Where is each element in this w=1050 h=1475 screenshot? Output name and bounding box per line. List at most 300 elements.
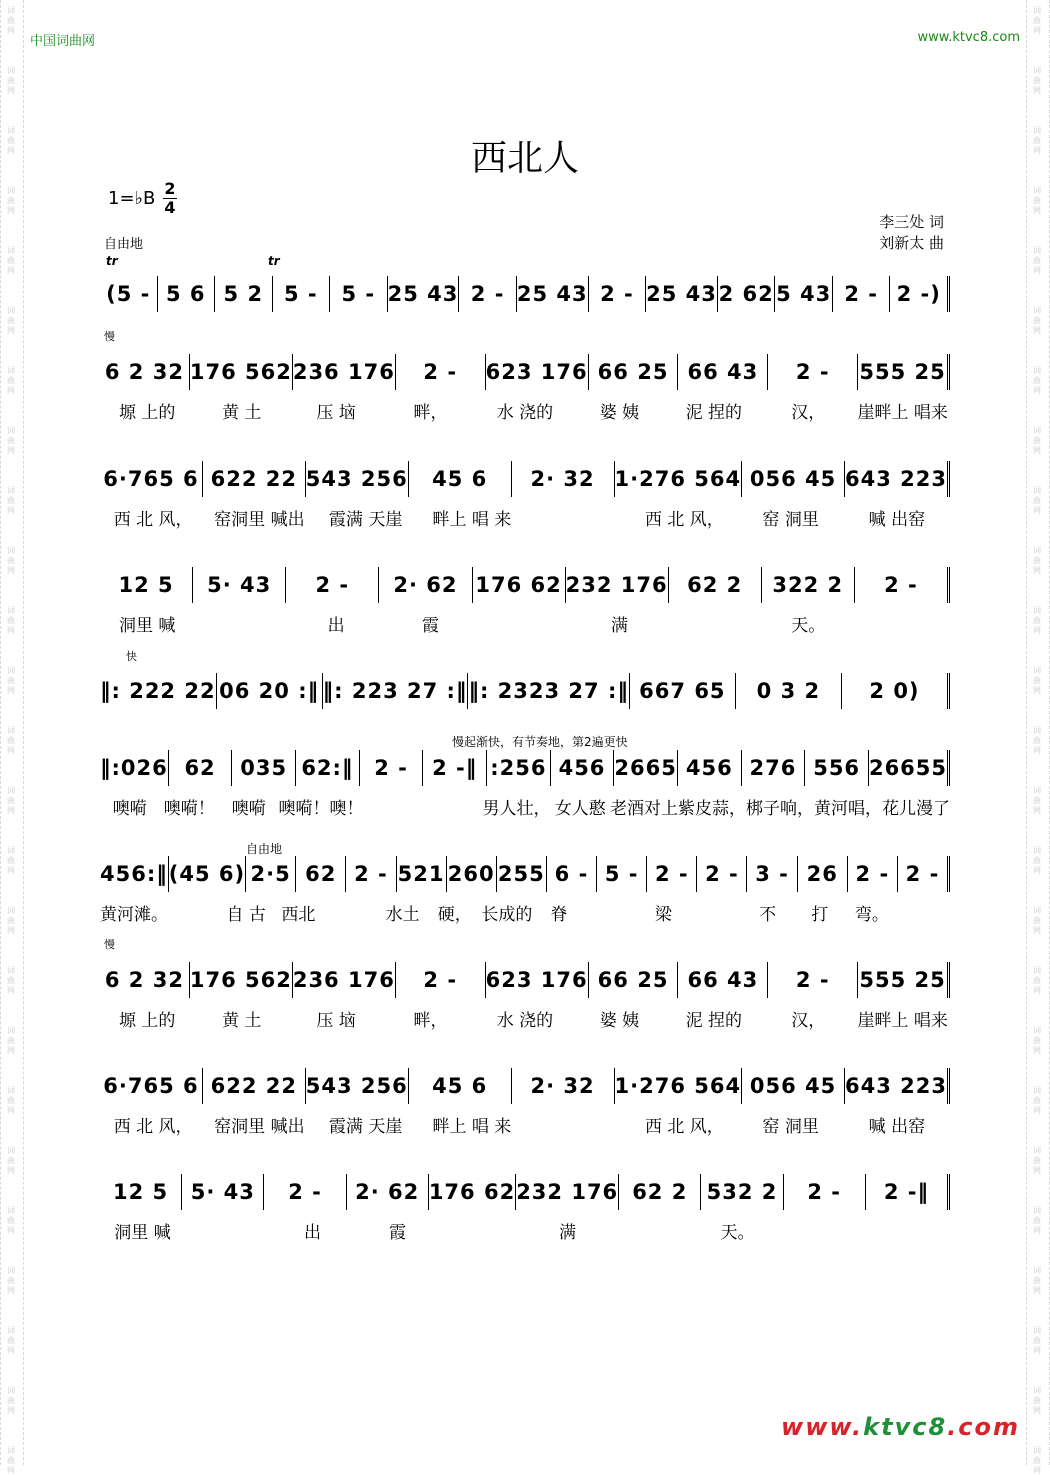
- watermark-glyph: 词: [1033, 246, 1041, 255]
- measure: 6 2 32: [100, 962, 190, 998]
- lyric-text: [364, 794, 424, 819]
- watermark-glyph: 曲: [7, 1396, 15, 1405]
- measure: 260: [447, 856, 497, 892]
- lyric-text: 黄 土: [221, 403, 262, 423]
- lyric-text: 硬，: [437, 905, 472, 925]
- lyric-text: [585, 900, 637, 925]
- measure: 26655: [869, 750, 950, 786]
- watermark-glyph: 曲: [7, 976, 15, 985]
- measure: 2 -‖: [866, 1174, 950, 1210]
- song-title: 西北人: [470, 138, 579, 179]
- lyric-text: 西北: [281, 905, 316, 925]
- lyric-text: 黄河滩。: [100, 905, 168, 925]
- measure: 45 6: [409, 461, 512, 497]
- measure: 2 -: [346, 856, 396, 892]
- notation-row: [100, 746, 950, 786]
- watermark-glyph: 曲: [1033, 1276, 1041, 1285]
- watermark-glyph: 网: [7, 626, 15, 635]
- watermark-glyph: 曲: [7, 856, 15, 865]
- lyric-text: 满: [559, 1223, 576, 1243]
- measure: 623 176: [486, 962, 589, 998]
- measure: ‖:026: [100, 750, 169, 786]
- measure: 543 256: [306, 1068, 409, 1104]
- watermark-glyph: 曲: [1033, 916, 1041, 925]
- watermark-glyph: 曲: [7, 616, 15, 625]
- lyric-row: [100, 900, 950, 925]
- watermark-glyph: 词: [7, 126, 15, 135]
- measure: 26: [798, 856, 848, 892]
- lyric-text: [780, 1218, 865, 1243]
- watermark-glyph: 词: [7, 6, 15, 15]
- lyric-text: 西 北 风，: [644, 1117, 724, 1137]
- watermark-glyph: 曲: [7, 1216, 15, 1225]
- watermark-glyph: 网: [7, 386, 15, 395]
- measure: 6·765 6: [100, 461, 203, 497]
- measure: 2· 32: [512, 461, 615, 497]
- lyric-text: 西 北 风，: [113, 1117, 193, 1137]
- lyric-text: 霞: [389, 1223, 406, 1243]
- watermark-glyph: 网: [1033, 1406, 1041, 1415]
- watermark-glyph: 曲: [7, 676, 15, 685]
- watermark-glyph: 曲: [1033, 1156, 1041, 1165]
- measure: 2 -: [459, 276, 517, 312]
- lyric-text: 男人壮，: [482, 799, 551, 819]
- watermark-glyph: 曲: [1033, 76, 1041, 85]
- measure: 035: [232, 750, 296, 786]
- lyric-text: [689, 900, 741, 925]
- watermark-glyph: 网: [1033, 1226, 1041, 1235]
- measure: 62: [296, 856, 346, 892]
- lyric-text: 噢嗬: [231, 799, 266, 819]
- measure: 62: [169, 750, 233, 786]
- watermark-glyph: 曲: [1033, 1216, 1041, 1225]
- watermark-glyph: 网: [7, 1046, 15, 1055]
- measure: 66 43: [678, 354, 768, 390]
- measure: 6 2 32: [100, 354, 190, 390]
- key-signature: 1=♭B: [108, 188, 156, 209]
- watermark-glyph: 网: [7, 866, 15, 875]
- lyric-text: [168, 900, 220, 925]
- lyric-text: [856, 611, 950, 636]
- notation-row: [100, 272, 950, 312]
- watermark-glyph: 词: [7, 1026, 15, 1035]
- lyric-row: [100, 398, 950, 423]
- lyric-row: [100, 611, 950, 636]
- watermark-glyph: 网: [1033, 566, 1041, 575]
- measure: 236 176: [293, 354, 396, 390]
- watermark-glyph: 词: [1033, 1206, 1041, 1215]
- watermark-glyph: 曲: [7, 256, 15, 265]
- watermark-glyph: 网: [1033, 626, 1041, 635]
- watermark-glyph: 网: [7, 26, 15, 35]
- lyricist: 李三处 词: [879, 213, 944, 231]
- watermark-glyph: 网: [7, 1166, 15, 1175]
- measure: 2 -: [286, 567, 379, 603]
- tempo-free: 自由地: [104, 237, 144, 252]
- lyric-row: [100, 1112, 950, 1137]
- watermark-glyph: 词: [7, 306, 15, 315]
- measure: 12 5: [100, 1174, 182, 1210]
- measure: 056 45: [742, 1068, 845, 1104]
- measure: 2 -): [890, 276, 950, 312]
- lyric-text: 脊: [550, 905, 568, 925]
- watermark-glyph: 词: [1033, 606, 1041, 615]
- measure: 45 6: [409, 1068, 512, 1104]
- measure: 2 -: [396, 962, 486, 998]
- composer: 刘新太 曲: [879, 234, 944, 252]
- watermark-glyph: 曲: [1033, 376, 1041, 385]
- measure: 06 20 :‖: [217, 673, 323, 709]
- lyric-row: [100, 1218, 950, 1243]
- watermark-glyph: 网: [7, 146, 15, 155]
- watermark-glyph: 网: [7, 686, 15, 695]
- watermark-glyph: 网: [1033, 986, 1041, 995]
- lyric-text: 崖畔上 唱来: [857, 403, 948, 423]
- watermark-glyph: 曲: [1033, 736, 1041, 745]
- measure: 622 22: [203, 461, 306, 497]
- watermark-glyph: 词: [7, 1446, 15, 1455]
- lyric-text: 水土: [385, 905, 420, 925]
- measure: 232 176: [566, 567, 669, 603]
- watermark-glyph: 词: [7, 786, 15, 795]
- watermark-glyph: 曲: [1033, 616, 1041, 625]
- meter-top: 2: [164, 179, 176, 198]
- notation-row: [100, 563, 950, 603]
- watermark-glyph: 曲: [7, 76, 15, 85]
- measure: 5 -: [273, 276, 331, 312]
- lyric-text: 压 垴: [316, 1011, 356, 1031]
- lyric-text: 崖畔上 唱来: [857, 1011, 948, 1031]
- footer-logo[interactable]: [781, 1413, 1020, 1441]
- watermark-glyph: 词: [7, 246, 15, 255]
- lyric-text: 不: [759, 905, 777, 925]
- watermark-glyph: 网: [1033, 806, 1041, 815]
- watermark-glyph: 曲: [7, 16, 15, 25]
- tempo-slow-2: 慢: [104, 938, 115, 951]
- lyric-text: 黄 土: [221, 1011, 262, 1031]
- notation-row: [100, 669, 950, 709]
- measure: 322 2: [762, 567, 855, 603]
- watermark-glyph: 词: [1033, 1386, 1041, 1395]
- watermark-glyph: 曲: [1033, 976, 1041, 985]
- lyric-text: 压 垴: [316, 403, 356, 423]
- lyric-text: [525, 505, 631, 530]
- watermark-glyph: 曲: [7, 1096, 15, 1105]
- lyric-text: 窑 洞里: [762, 1117, 819, 1137]
- lyric-text: [185, 1218, 270, 1243]
- measure: 6·765 6: [100, 1068, 203, 1104]
- measure: 5· 43: [193, 567, 286, 603]
- measure: (45 6): [169, 856, 246, 892]
- watermark-glyph: 网: [1033, 446, 1041, 455]
- notation-row: [100, 852, 950, 892]
- tempo-fast: 快: [126, 650, 137, 663]
- watermark-glyph: 曲: [7, 916, 15, 925]
- watermark-glyph: 网: [1033, 926, 1041, 935]
- watermark-glyph: 网: [1033, 506, 1041, 515]
- lyric-text: 窑洞里 喊出: [214, 1117, 305, 1137]
- measure: ‖: 2323 27 :‖: [468, 673, 629, 709]
- watermark-glyph: 网: [1033, 386, 1041, 395]
- lyric-text: 水 浇的: [496, 1011, 554, 1031]
- tempo-slow: 慢: [104, 330, 115, 343]
- watermark-glyph: 曲: [1033, 676, 1041, 685]
- lyric-text: 噢嗬！: [163, 799, 215, 819]
- measure: 2 -: [768, 962, 858, 998]
- lyric-text: 喊 出窑: [868, 1117, 926, 1137]
- watermark-glyph: 词: [7, 846, 15, 855]
- watermark-glyph: 网: [1033, 1286, 1041, 1295]
- measure: 25 43: [646, 276, 718, 312]
- notation-row: [100, 350, 950, 390]
- watermark-glyph: 词: [1033, 1026, 1041, 1035]
- site-name[interactable]: 中国词曲网: [30, 34, 96, 49]
- watermark-glyph: 词: [1033, 426, 1041, 435]
- measure: 532 2: [701, 1174, 783, 1210]
- watermark-glyph: 词: [1033, 546, 1041, 555]
- lyric-text: 婆 姨: [599, 1011, 640, 1031]
- watermark-glyph: 网: [1033, 146, 1041, 155]
- watermark-glyph: 词: [1033, 1326, 1041, 1335]
- watermark-glyph: 网: [7, 1346, 15, 1355]
- measure: 5· 43: [182, 1174, 264, 1210]
- watermark-glyph: 网: [1033, 26, 1041, 35]
- notation-row: [100, 457, 950, 497]
- lyric-text: 老酒对上: [610, 799, 678, 819]
- watermark-glyph: 曲: [7, 1156, 15, 1165]
- watermark-glyph: 词: [7, 426, 15, 435]
- lyric-text: 霞满 天崖: [328, 510, 403, 530]
- watermark-glyph: 网: [1033, 206, 1041, 215]
- watermark-glyph: 网: [1033, 86, 1041, 95]
- measure: 66 25: [589, 354, 679, 390]
- lyric-text: 洞里 喊: [119, 616, 176, 636]
- credits: [879, 212, 944, 254]
- measure: 176 62: [429, 1174, 516, 1210]
- lyric-text: 出: [327, 616, 345, 636]
- watermark-glyph: 曲: [7, 136, 15, 145]
- watermark-glyph: 网: [7, 326, 15, 335]
- watermark-glyph: 词: [7, 666, 15, 675]
- measure: ‖: 223 27 :‖: [323, 673, 469, 709]
- watermark-glyph: 曲: [7, 1336, 15, 1345]
- measure: 2·5: [246, 856, 296, 892]
- watermark-glyph: 曲: [7, 496, 15, 505]
- lyric-text: 紫皮蒜，: [678, 799, 746, 819]
- watermark-glyph: 词: [7, 1206, 15, 1215]
- measure: 667 65: [630, 673, 736, 709]
- watermark-glyph: 曲: [1033, 1396, 1041, 1405]
- watermark-glyph: 词: [7, 186, 15, 195]
- measure: 3 -: [747, 856, 797, 892]
- trill-mark-1: tr: [106, 254, 118, 268]
- measure: 556: [805, 750, 869, 786]
- measure: 62 2: [669, 567, 762, 603]
- watermark-glyph: 网: [1033, 686, 1041, 695]
- measure: 66 25: [589, 962, 679, 998]
- lyric-row: [100, 794, 950, 819]
- lyric-row: [100, 505, 950, 530]
- measure: 2· 32: [512, 1068, 615, 1104]
- measure: 0 3 2: [736, 673, 842, 709]
- watermark-glyph: 词: [7, 486, 15, 495]
- lyric-text: [478, 611, 572, 636]
- measure: 622 22: [203, 1068, 306, 1104]
- logo-part-c: .com: [947, 1413, 1020, 1441]
- measure: 2 -: [768, 354, 858, 390]
- lyric-text: 天。: [720, 1223, 755, 1243]
- watermark-glyph: 曲: [1033, 1036, 1041, 1045]
- watermark-glyph: 词: [1033, 186, 1041, 195]
- measure: 456:‖: [100, 856, 169, 892]
- measure: 2· 62: [379, 567, 472, 603]
- measure: 2 -: [784, 1174, 866, 1210]
- watermark-glyph: 词: [7, 1086, 15, 1095]
- lyric-text: [194, 611, 288, 636]
- watermark-glyph: 曲: [1033, 436, 1041, 445]
- watermark-glyph: 曲: [1033, 256, 1041, 265]
- watermark-glyph: 曲: [7, 436, 15, 445]
- lyric-text: 满: [610, 616, 628, 636]
- measure: 2 62: [718, 276, 776, 312]
- lyric-text: 畔上 唱 来: [432, 1117, 512, 1137]
- measure: 2 -: [360, 750, 424, 786]
- measure: 1·276 564: [615, 461, 743, 497]
- watermark-glyph: 词: [1033, 666, 1041, 675]
- watermark-glyph: 词: [1033, 786, 1041, 795]
- watermark-glyph: 词: [1033, 1086, 1041, 1095]
- lyric-text: [440, 1218, 525, 1243]
- measure: 623 176: [486, 354, 589, 390]
- watermark-glyph: 网: [7, 746, 15, 755]
- watermark-glyph: 网: [7, 86, 15, 95]
- watermark-glyph: 词: [7, 606, 15, 615]
- watermark-glyph: 网: [7, 1226, 15, 1235]
- measure: 2 -: [855, 567, 950, 603]
- lyric-text: 窑 洞里: [762, 510, 819, 530]
- watermark-glyph: 网: [7, 446, 15, 455]
- watermark-glyph: 词: [1033, 1446, 1041, 1455]
- watermark-glyph: 网: [1033, 746, 1041, 755]
- measure: 2 -: [264, 1174, 346, 1210]
- logo-part-b: ktvc8: [863, 1413, 948, 1441]
- watermark-glyph: 词: [1033, 1146, 1041, 1155]
- lyric-text: [525, 1112, 631, 1137]
- lyric-text: 女人憨: [554, 799, 606, 819]
- watermark-glyph: 曲: [7, 1456, 15, 1465]
- lyric-text: 泥 捏的: [685, 1011, 743, 1031]
- lyric-text: 花儿漫了: [882, 799, 950, 819]
- lyric-text: 噢嗬！噢！: [278, 799, 364, 819]
- watermark-glyph: 曲: [1033, 1096, 1041, 1105]
- lyric-text: 婆 姨: [599, 403, 640, 423]
- lyric-text: 畔，: [413, 1011, 448, 1031]
- measure: 456: [551, 750, 615, 786]
- watermark-glyph: 网: [7, 986, 15, 995]
- watermark-glyph: 词: [1033, 306, 1041, 315]
- measure: 5 -: [330, 276, 388, 312]
- watermark-glyph: 曲: [1033, 1456, 1041, 1465]
- lyric-text: [898, 900, 950, 925]
- watermark-glyph: 网: [7, 566, 15, 575]
- lyric-text: 长成的: [481, 905, 533, 925]
- watermark-glyph: 曲: [1033, 196, 1041, 205]
- measure: 236 176: [293, 962, 396, 998]
- watermark-glyph: 网: [7, 926, 15, 935]
- measure: 555 25: [858, 962, 950, 998]
- measure: 25 43: [388, 276, 460, 312]
- measure: 521: [397, 856, 447, 892]
- measure: :256: [487, 750, 551, 786]
- lyric-text: 噢嗬: [112, 799, 147, 819]
- lyric-text: 霞: [422, 616, 440, 636]
- measure: 62:‖: [296, 750, 360, 786]
- measure: 2 0): [842, 673, 950, 709]
- measure: 643 223: [845, 461, 950, 497]
- lyric-row: [100, 1006, 950, 1031]
- watermark-glyph: 词: [7, 1266, 15, 1275]
- watermark-glyph: 网: [1033, 1346, 1041, 1355]
- measure: 2 -: [898, 856, 950, 892]
- measure: 62 2: [619, 1174, 701, 1210]
- watermark-glyph: 网: [1033, 1466, 1041, 1475]
- watermark-glyph: 网: [1033, 1106, 1041, 1115]
- watermark-glyph: 曲: [1033, 1336, 1041, 1345]
- measure: (5 -: [100, 276, 158, 312]
- measure: 5 -: [597, 856, 647, 892]
- time-signature: [163, 180, 177, 217]
- watermark-glyph: 曲: [1033, 316, 1041, 325]
- watermark-glyph: 词: [7, 66, 15, 75]
- watermark-glyph: 词: [1033, 126, 1041, 135]
- lyric-text: 洞里 喊: [114, 1223, 171, 1243]
- watermark-glyph: 词: [7, 906, 15, 915]
- measure: 25 43: [517, 276, 589, 312]
- watermark-glyph: 词: [7, 1386, 15, 1395]
- site-url[interactable]: www.ktvc8.com: [917, 30, 1020, 45]
- measure: 643 223: [845, 1068, 950, 1104]
- watermark-glyph: 网: [7, 206, 15, 215]
- tempo-free-2: 自由地: [246, 842, 283, 856]
- measure: 2 -‖: [423, 750, 487, 786]
- watermark-glyph: 网: [7, 506, 15, 515]
- notation-row: [100, 1170, 950, 1210]
- watermark-glyph: 网: [7, 1466, 15, 1475]
- watermark-glyph: 词: [7, 546, 15, 555]
- measure: 176 62: [473, 567, 566, 603]
- measure: 555 25: [858, 354, 950, 390]
- lyric-text: 汉，: [791, 403, 826, 423]
- watermark-glyph: 曲: [1033, 136, 1041, 145]
- lyric-text: 出: [304, 1223, 321, 1243]
- watermark-glyph: 曲: [7, 796, 15, 805]
- watermark-glyph: 词: [1033, 486, 1041, 495]
- left-watermark-strip: [0, 0, 24, 1475]
- measure: 2665: [614, 750, 678, 786]
- lyric-text: [423, 794, 483, 819]
- watermark-glyph: 网: [7, 1106, 15, 1115]
- notation-row: [100, 958, 950, 998]
- measure: 2 -: [647, 856, 697, 892]
- watermark-glyph: 曲: [7, 736, 15, 745]
- watermark-glyph: 词: [1033, 966, 1041, 975]
- watermark-glyph: 词: [1033, 66, 1041, 75]
- watermark-glyph: 词: [1033, 6, 1041, 15]
- watermark-glyph: 词: [7, 1146, 15, 1155]
- measure: 176 562: [190, 354, 293, 390]
- lyric-text: 水 浇的: [496, 403, 554, 423]
- measure: 2· 62: [347, 1174, 429, 1210]
